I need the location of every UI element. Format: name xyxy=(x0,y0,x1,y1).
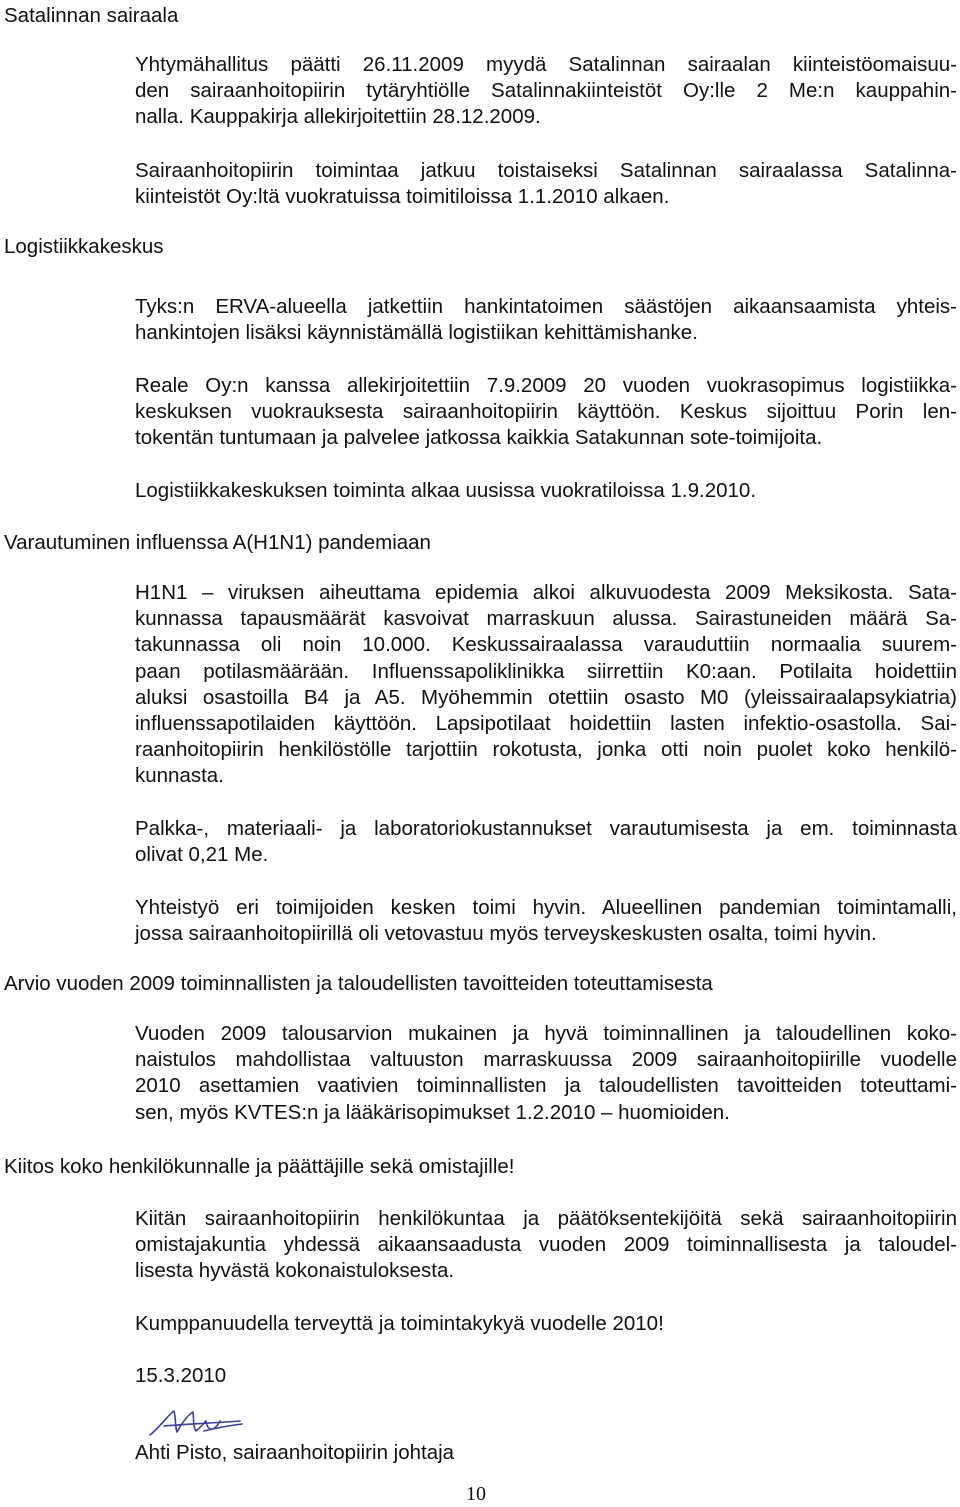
text-line: 2010 asettamien vaativien toiminnallisten ja taloudellisten tavoitteiden toteuttami- xyxy=(135,1074,957,1098)
text-line: influenssapotilaiden käyttöön. Lapsipotilaat hoidettiin lasten infektio-osastolla. Sai- xyxy=(135,712,957,736)
signature-date xyxy=(135,1363,957,1389)
paragraph-satalinna-operations xyxy=(135,158,957,210)
text-line: Sairaanhoitopiirin toimintaa jatkuu toistaiseksi Satalinnan sairaalassa Satalinna- xyxy=(135,159,957,182)
text-line: raanhoitopiirin henkilöstölle tarjottiin rokotusta, jonka otti noin puolet koko henkilö- xyxy=(135,738,957,762)
text-line: kunnassa tapausmäärät kasvoivat marraskuun alussa. Sairastuneiden määrä Sa- xyxy=(135,607,957,631)
paragraph-h1n1-costs xyxy=(135,816,957,868)
text-line: nalla. Kauppakirja allekirjoitettiin 28.12.2009. xyxy=(135,105,541,129)
text-line: Vuoden 2009 talousarvion mukainen ja hyvä toiminnallinen ja taloudellinen koko- xyxy=(135,1022,957,1045)
section-heading-arvio: Arvio vuoden 2009 toiminnallisten ja taloudellisten tavoitteiden toteuttamisesta xyxy=(4,972,713,995)
text-line: omistajakuntia yhdessä aikaansaadusta vuoden 2009 toiminnallisesta ja taloudel- xyxy=(135,1233,957,1257)
page-number: 10 xyxy=(466,1483,486,1505)
text-line: aluksi osastoilla B4 ja A5. Myöhemmin otettiin osasto M0 (yleissairaalapsykiatria) xyxy=(135,685,957,709)
paragraph-arvio-result xyxy=(135,1021,957,1126)
text-line: jossa sairaanhoitopiirillä oli vetovastuu myös terveyskeskusten osalta, toimi hyvin. xyxy=(135,922,877,946)
paragraph-logistics-start xyxy=(135,478,957,504)
text-line: 15.3.2010 xyxy=(135,1364,227,1387)
text-line: sen, myös KVTES:n ja lääkärisopimukset 1.2.2010 – huomioiden. xyxy=(135,1100,730,1124)
text-line: Logistiikkakeskuksen toiminta alkaa uusissa vuokratiloissa 1.9.2010. xyxy=(135,479,757,502)
text-line: Kumppanuudella terveyttä ja toimintakykyä vuodelle 2010! xyxy=(135,1312,664,1335)
text-line: Yhteistyö eri toimijoiden kesken toimi hyvin. Alueellinen pandemian toimintamalli, xyxy=(135,896,957,919)
text-line: olivat 0,21 Me. xyxy=(135,843,269,867)
text-line: kiinteistöt Oy:ltä vuokratuissa toimitiloissa 1.1.2010 alkaen. xyxy=(135,185,670,209)
text-line: naistulos mahdollistaa valtuuston marraskuussa 2009 sairaanhoitopiirille vuodelle xyxy=(135,1048,957,1072)
signer-name xyxy=(135,1440,957,1466)
section-heading-kiitos: Kiitos koko henkilökunnalle ja päättäjille sekä omistajille! xyxy=(4,1155,515,1178)
paragraph-logistics-lease xyxy=(135,373,957,452)
text-line: hankintojen lisäksi käynnistämällä logistiikan kehittämishanke. xyxy=(135,321,698,345)
text-line: lisesta hyvästä kokonaistuloksesta. xyxy=(135,1259,455,1283)
text-line: Ahti Pisto, sairaanhoitopiirin johtaja xyxy=(135,1441,455,1464)
text-line: Palkka-, materiaali- ja laboratoriokustannukset varautumisesta ja em. toiminnasta xyxy=(135,817,957,840)
text-line: keskuksen vuokrauksesta sairaanhoitopiirin käyttöön. Keskus sijoittuu Porin len- xyxy=(135,400,957,424)
text-line: tokentän tuntumaan ja palvelee jatkossa kaikkia Satakunnan sote-toimijoita. xyxy=(135,426,823,450)
text-line: Yhtymähallitus päätti 26.11.2009 myydä Satalinnan sairaalan kiinteistöomaisuu- xyxy=(135,53,957,76)
text-line: Reale Oy:n kanssa allekirjoitettiin 7.9.2009 20 vuoden vuokrasopimus logistiikka- xyxy=(135,374,957,397)
text-line: takunnassa oli noin 10.000. Keskussairaalassa varauduttiin normaalia suurem- xyxy=(135,633,957,657)
text-line: den sairaanhoitopiirin tytäryhtiölle Satalinnakiinteistöt Oy:lle 2 Me:n kauppahin- xyxy=(135,79,957,103)
text-line: Tyks:n ERVA-alueella jatkettiin hankintatoimen säästöjen aikaansaamista yhteis- xyxy=(135,295,957,318)
section-heading-satalinnan-sairaala: Satalinnan sairaala xyxy=(4,4,179,27)
text-line: Kiitän sairaanhoitopiirin henkilökuntaa ja päätöksentekijöitä sekä sairaanhoitopiirin xyxy=(135,1207,957,1230)
paragraph-h1n1-cooperation xyxy=(135,895,957,947)
handwritten-signature xyxy=(146,1405,246,1441)
text-line: paan potilasmäärään. Influenssapoliklinikka siirrettiin K0:aan. Potilaita hoidettiin xyxy=(135,659,957,683)
paragraph-logistics-erva xyxy=(135,294,957,346)
text-line: H1N1 – viruksen aiheuttama epidemia alkoi alkuvuodesta 2009 Meksikosta. Sata- xyxy=(135,581,957,604)
section-heading-influenssa: Varautuminen influenssa A(H1N1) pandemiaan xyxy=(4,531,431,554)
paragraph-kiitos-thanks xyxy=(135,1206,957,1285)
section-heading-logistiikkakeskus: Logistiikkakeskus xyxy=(4,235,164,258)
text-line: kunnasta. xyxy=(135,764,224,788)
paragraph-satalinna-sale xyxy=(135,52,957,131)
paragraph-h1n1-epidemic xyxy=(135,580,957,790)
paragraph-kiitos-wish xyxy=(135,1311,957,1337)
